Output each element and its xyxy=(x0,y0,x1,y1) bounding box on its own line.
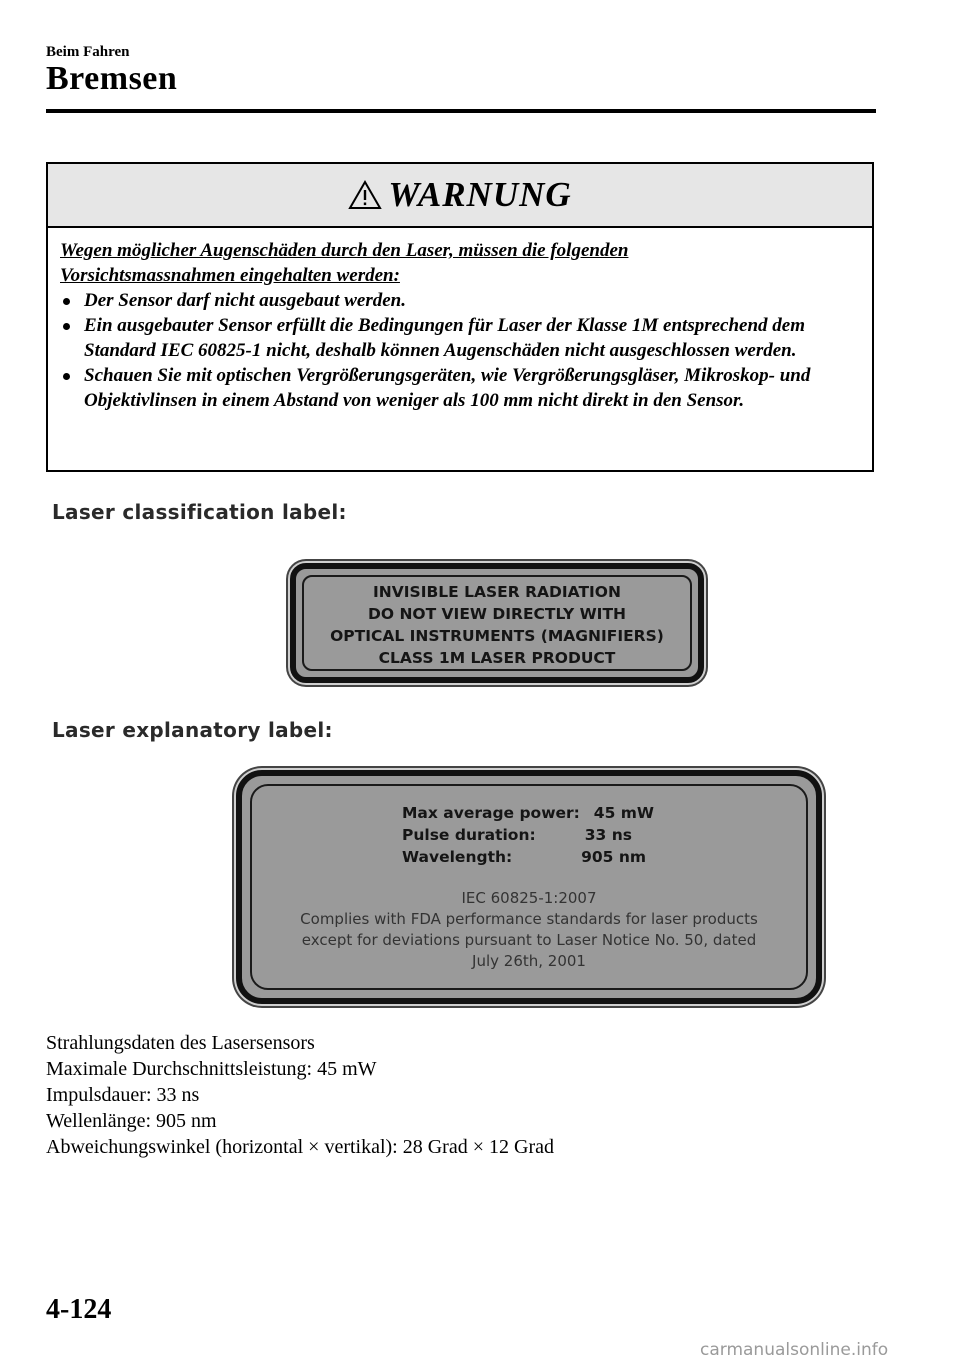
tech-line: Abweichungswinkel (horizontal × vertikal): 28 Grad × 12 Grad xyxy=(46,1136,554,1158)
warning-header xyxy=(48,164,872,228)
technical-data xyxy=(46,1030,554,1160)
warning-title: WARNUNG xyxy=(388,175,572,214)
classification-label-text: INVISIBLE LASER RADIATION DO NOT VIEW DIRECTLY WITH OPTICAL INSTRUMENTS (MAGNIFIERS) CLASS 1M LASER PRODUCT xyxy=(330,583,664,667)
explanatory-label-heading: Laser explanatory label: xyxy=(52,718,333,742)
spec-label: Pulse duration: xyxy=(402,826,536,844)
warning-item: Schauen Sie mit optischen Vergrößerungsgeräten, wie Vergrößerungsgläser, Mikroskop- und Objektivlinsen in einem Abstand von weniger als 100 mm nicht direkt in den Sensor. xyxy=(60,363,860,413)
warning-body xyxy=(60,238,860,413)
standard-compliance-text: IEC 60825-1:2007 Complies with FDA performance standards for laser products except for deviations pursuant to Laser Notice No. 50, dated July 26th, 2001 xyxy=(300,889,758,970)
page-number: 4-124 xyxy=(46,1294,112,1325)
section-label: Beim Fahren xyxy=(46,44,130,60)
warning-intro-line1: Wegen möglicher Augenschäden durch den Laser, müssen die folgenden xyxy=(60,240,629,261)
warning-item: Ein ausgebauter Sensor erfüllt die Bedingungen für Laser der Klasse 1M entsprechend dem Standard IEC 60825-1 nicht, deshalb können Augenschäden nicht ausgeschlossen werden. xyxy=(60,313,860,363)
title-divider xyxy=(46,109,876,113)
warning-box xyxy=(46,162,874,472)
tech-line: Impulsdauer: 33 ns xyxy=(46,1084,200,1106)
bullet-icon xyxy=(63,298,70,305)
tech-line: Maximale Durchschnittsleistung: 45 mW xyxy=(46,1058,377,1080)
watermark: carmanualsonline.info xyxy=(700,1340,889,1360)
spec-value: 33 ns xyxy=(584,826,632,844)
spec-value: 45 mW xyxy=(593,804,654,822)
warning-intro-line2: Vorsichtsmassnahmen eingehalten werden: xyxy=(60,265,400,286)
tech-line: Wellenlänge: 905 nm xyxy=(46,1110,217,1132)
page-title: Bremsen xyxy=(46,60,178,97)
classification-label-plate xyxy=(290,563,704,683)
spec-value: 905 nm xyxy=(581,848,646,866)
spec-label: Wavelength: xyxy=(402,848,513,866)
warning-item: Der Sensor darf nicht ausgebaut werden. xyxy=(60,288,860,313)
bullet-icon xyxy=(63,373,70,380)
warning-triangle-icon xyxy=(348,180,382,210)
classification-label-heading: Laser classification label: xyxy=(52,500,347,524)
tech-line: Strahlungsdaten des Lasersensors xyxy=(46,1032,315,1054)
spec-label: Max average power: xyxy=(402,804,580,822)
warning-list xyxy=(60,288,860,413)
bullet-icon xyxy=(63,323,70,330)
explanatory-label-plate xyxy=(236,770,822,1004)
